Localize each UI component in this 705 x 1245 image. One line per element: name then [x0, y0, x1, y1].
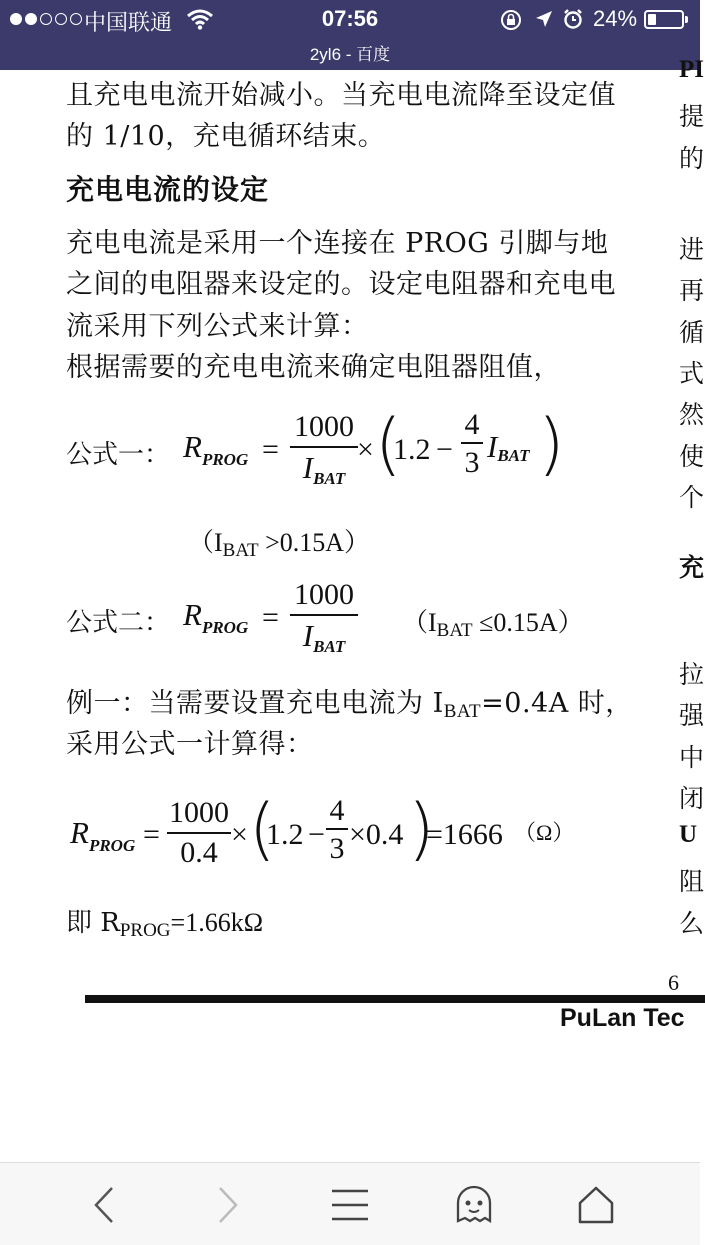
side-char: 提: [679, 102, 705, 131]
formula-two-fraction: [290, 578, 358, 654]
ghost-mode-button[interactable]: [450, 1181, 498, 1229]
forward-button[interactable]: [204, 1181, 252, 1229]
location-icon: [534, 9, 554, 29]
battery-icon: [644, 10, 684, 29]
side-char: PI: [679, 56, 704, 83]
formula-one-equals: =: [262, 433, 279, 466]
formula-two-r-sub: PROG: [201, 618, 249, 637]
side-char: 闭: [679, 784, 705, 813]
side-char: 式: [679, 359, 705, 388]
body-line-4: 之间的电阻器来设定的。设定电阻器和充电电: [66, 269, 616, 300]
home-icon: [576, 1185, 616, 1225]
formula-one-a: 1.2: [393, 433, 431, 466]
side-char: 中: [679, 743, 705, 772]
page-title: 2yl6 - 百度: [309, 45, 391, 64]
example-denominator: 0.4: [180, 836, 218, 869]
example-numerator: 1000: [167, 796, 231, 834]
menu-button[interactable]: [326, 1181, 374, 1229]
example-equals: =: [143, 818, 160, 851]
side-char: 使: [679, 442, 705, 471]
battery-percent: 24%: [593, 6, 638, 31]
example-lparen: (: [249, 790, 276, 869]
formula-two-r: R: [183, 597, 202, 632]
formula-two-label: 公式二：: [66, 608, 171, 638]
formula-one-i: I: [487, 429, 498, 464]
side-char: 么: [679, 909, 705, 938]
alarm-icon: [562, 8, 584, 30]
status-time: 07:56: [321, 6, 379, 31]
side-char: 的: [679, 144, 705, 173]
formula-one-r-sub: PROG: [201, 450, 249, 469]
side-char: 个: [679, 483, 705, 512]
formula-two-numerator: 1000: [290, 578, 358, 616]
ghost-icon: [455, 1185, 493, 1225]
example-f-den: 3: [329, 832, 345, 865]
example-times-value: ×0.4: [349, 818, 404, 851]
formula-one-condition: （IBAT >0.15A）: [188, 528, 371, 561]
side-char: 强: [679, 701, 705, 730]
body-line-5: 流采用下列公式来计算：: [66, 311, 369, 342]
example-result: =1666: [426, 818, 503, 851]
formula-one-i-sub: BAT: [497, 446, 530, 465]
formula-one-lparen: (: [375, 405, 402, 484]
menu-icon: [330, 1188, 370, 1222]
formula-one-numerator: 1000: [290, 410, 358, 448]
formula-one-den-sub: BAT: [313, 469, 346, 488]
formula-two-den-sub: BAT: [313, 637, 346, 656]
example-minus: −: [308, 818, 325, 851]
example-a: 1.2: [266, 818, 304, 851]
back-icon: [92, 1185, 116, 1225]
browser-top-bar: [0, 0, 700, 70]
side-char: 阻: [679, 867, 705, 896]
body-line-6: 根据需要的充电电流来确定电阻器阻值，: [66, 352, 561, 383]
status-bar: [0, 0, 700, 38]
formula-one-times: ×: [357, 433, 374, 466]
example-r-sub: PROG: [88, 836, 136, 855]
formula-two-equals: =: [262, 601, 279, 634]
formula-one-r: R: [183, 429, 202, 464]
formula-one-rparen: ): [538, 405, 565, 484]
side-char: U: [679, 821, 698, 848]
back-button[interactable]: [80, 1181, 128, 1229]
example-unit: （Ω）: [514, 820, 575, 845]
formula-two-condition: （IBAT ≤0.15A）: [402, 608, 584, 641]
formula-one-den-i: I: [302, 450, 314, 485]
rotation-lock-icon: [500, 9, 522, 31]
side-char: 再: [679, 276, 705, 305]
side-char: 拉: [679, 660, 705, 689]
body-line-1: 且充电电流开始减小。当充电电流降至设定值: [66, 80, 616, 111]
side-char: 充: [679, 553, 705, 582]
example-small-fraction: [326, 794, 348, 866]
document-view[interactable]: [0, 56, 705, 1162]
forward-icon: [216, 1185, 240, 1225]
side-char: 然: [679, 400, 705, 429]
example-line-1: 例一：当需要设置充电电流为 IBAT=0.4A 时，: [66, 688, 633, 722]
footer-rule: [85, 995, 705, 1003]
example-rparen: ): [408, 790, 435, 869]
body-line-2: 的 1/10，充电循环结束。: [66, 121, 386, 152]
browser-toolbar: [0, 1162, 700, 1245]
home-button[interactable]: [572, 1181, 620, 1229]
side-char: 循: [679, 318, 705, 347]
conclusion: 即 RPROG=1.66kΩ: [66, 908, 264, 941]
formula-one-fraction: [290, 410, 358, 486]
section-heading: 充电电流的设定: [66, 173, 270, 206]
formula-one-f-num: 4: [461, 408, 483, 444]
formula-two-den-i: I: [302, 618, 314, 653]
example-times: ×: [231, 818, 248, 851]
example-f-num: 4: [326, 794, 348, 830]
footer-company: PuLan Tec: [560, 1004, 685, 1032]
page-number: 6: [668, 970, 679, 995]
side-char: 进: [679, 235, 705, 264]
carrier-name: 中国联通: [84, 10, 173, 35]
formula-one-minus: −: [436, 433, 453, 466]
body-line-3: 充电电流是采用一个连接在 PROG 引脚与地: [66, 228, 609, 259]
example-r: R: [70, 815, 89, 850]
example-fraction: [167, 796, 231, 870]
formula-one-small-fraction: [461, 408, 483, 480]
example-line-2: 采用公式一计算得：: [66, 729, 314, 760]
formula-one-label: 公式一：: [66, 440, 171, 470]
formula-one-f-den: 3: [464, 446, 480, 479]
